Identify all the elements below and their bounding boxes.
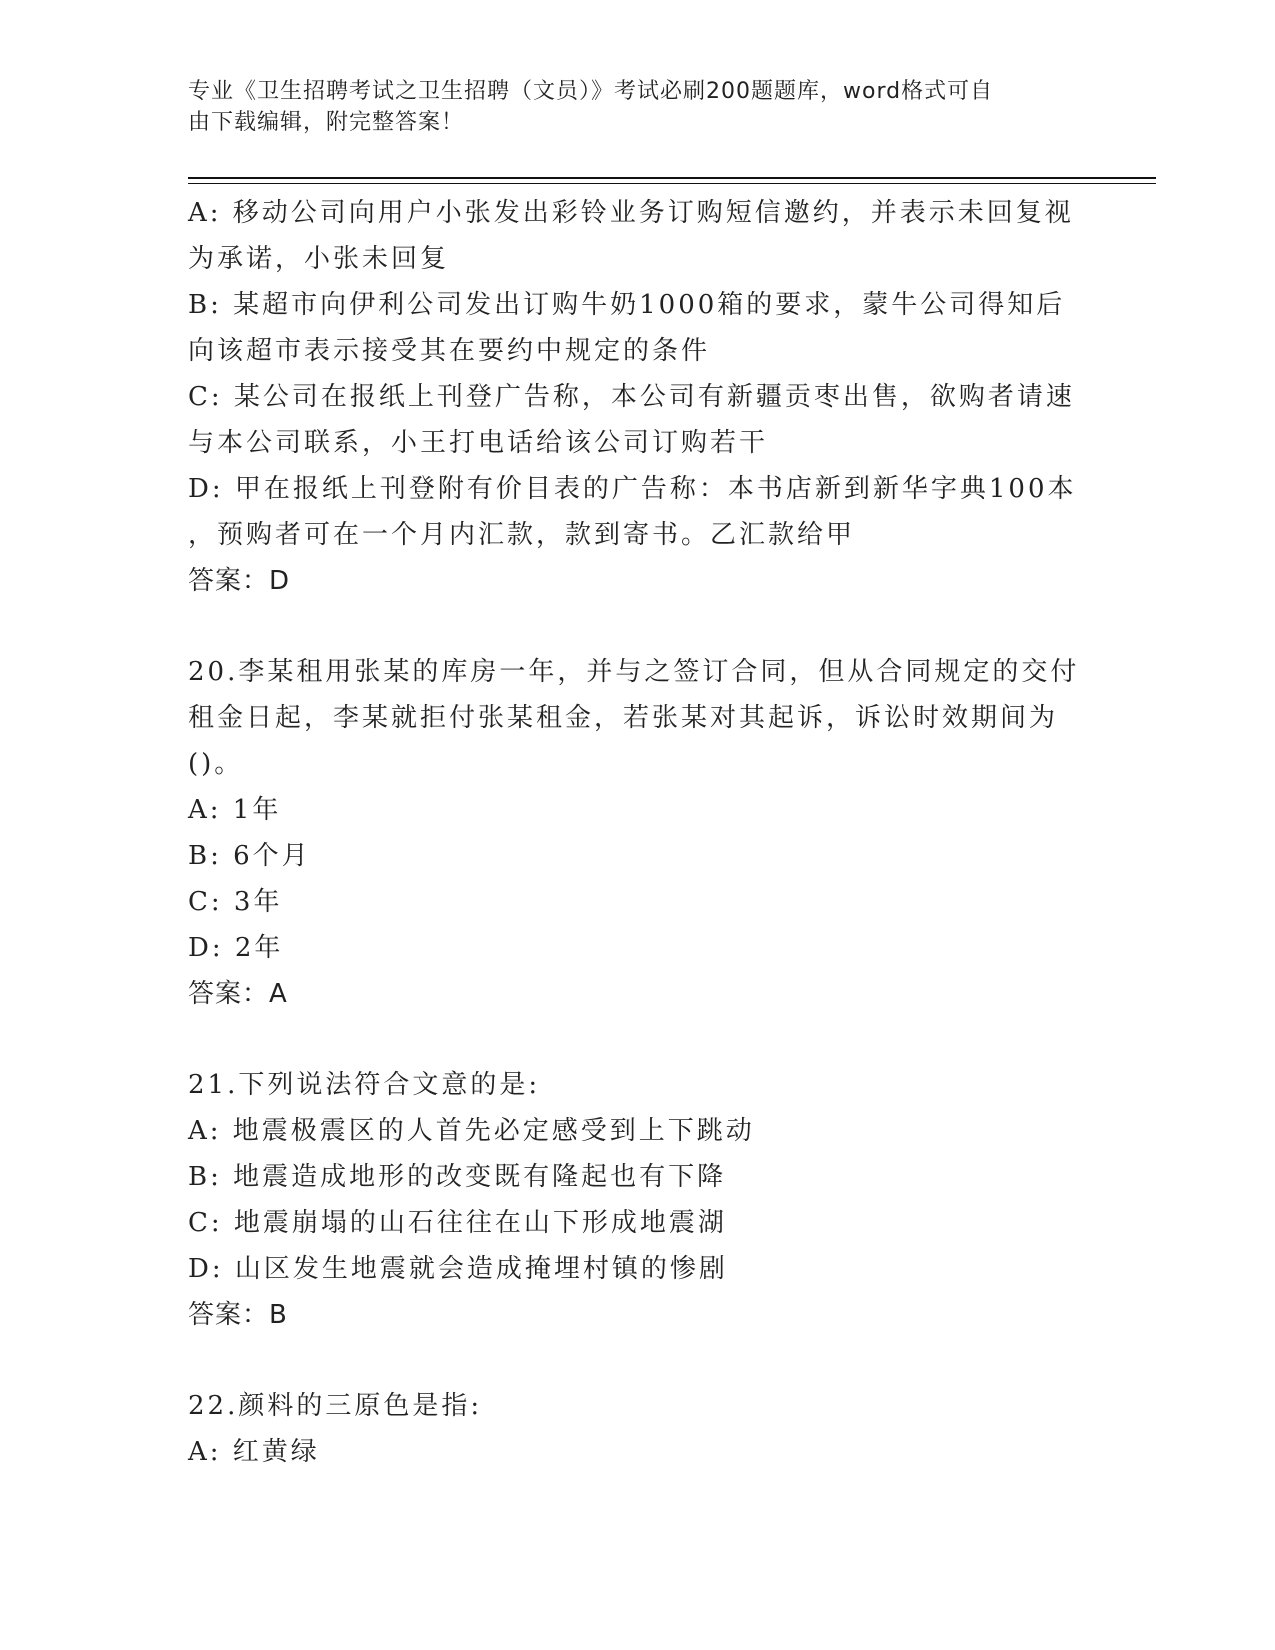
document-header [188,76,1068,138]
q19-option-d-line-1: D: 甲在报纸上刊登附有价目表的广告称：本书店新到新华字典100本 [188,474,1077,504]
q22-stem: 22.颜料的三原色是指: [188,1391,483,1421]
q19-option-c-line-1: C: 某公司在报纸上刊登广告称，本公司有新疆贡枣出售，欲购者请速 [188,382,1075,412]
q19-option-b-line-2: 向该超市表示接受其在要约中规定的条件 [188,336,711,366]
q20-stem-line-1: 20.李某租用张某的库房一年，并与之签订合同，但从合同规定的交付 [188,657,1080,687]
spacer [188,1338,1088,1383]
q19-option-d-line-2: ，预购者可在一个月内汇款，款到寄书。乙汇款给甲 [188,520,856,550]
q22-option-a: A: 红黄绿 [188,1437,320,1467]
q21-option-d: D: 山区发生地震就会造成掩埋村镇的惨剧 [188,1254,728,1284]
q19-option-b-line-1: B: 某超市向伊利公司发出订购牛奶1000箱的要求，蒙牛公司得知后 [188,290,1066,320]
question-list [188,190,1088,1475]
header-line-1: 专业《卫生招聘考试之卫生招聘（文员）》考试必刷200题题库，word格式可自 [188,79,994,104]
q21-answer: 答案：B [188,1300,288,1330]
q20-stem-line-3: ()。 [188,749,244,779]
q21-stem: 21.下列说法符合文意的是: [188,1070,541,1100]
q20-stem-line-2: 租金日起，李某就拒付张某租金，若张某对其起诉，诉讼时效期间为 [188,703,1059,733]
question-19-block [188,190,1088,604]
q21-option-b: B: 地震造成地形的改变既有隆起也有下降 [188,1162,727,1192]
header-rule-thin [188,183,1156,184]
q20-option-b: B: 6个月 [188,841,311,871]
q21-option-a: A: 地震极震区的人首先必定感受到上下跳动 [188,1116,755,1146]
spacer [188,1017,1088,1062]
q21-option-c: C: 地震崩塌的山石往往在山下形成地震湖 [188,1208,727,1238]
q19-option-a-line-1: A: 移动公司向用户小张发出彩铃业务订购短信邀约，并表示未回复视 [188,198,1074,228]
q20-option-a: A: 1年 [188,795,282,825]
q20-option-d: D: 2年 [188,933,284,963]
question-22-block [188,1383,1088,1475]
question-21-block [188,1062,1088,1338]
q20-option-c: C: 3年 [188,887,283,917]
q19-answer: 答案：D [188,566,291,596]
header-line-2: 由下载编辑，附完整答案！ [188,110,465,135]
q19-option-c-line-2: 与本公司联系，小王打电话给该公司订购若干 [188,428,769,458]
header-rule-thick [188,177,1156,179]
spacer [188,604,1088,649]
question-20-block [188,649,1088,1017]
q19-option-a-line-2: 为承诺，小张未回复 [188,244,450,274]
q20-answer: 答案：A [188,979,288,1009]
